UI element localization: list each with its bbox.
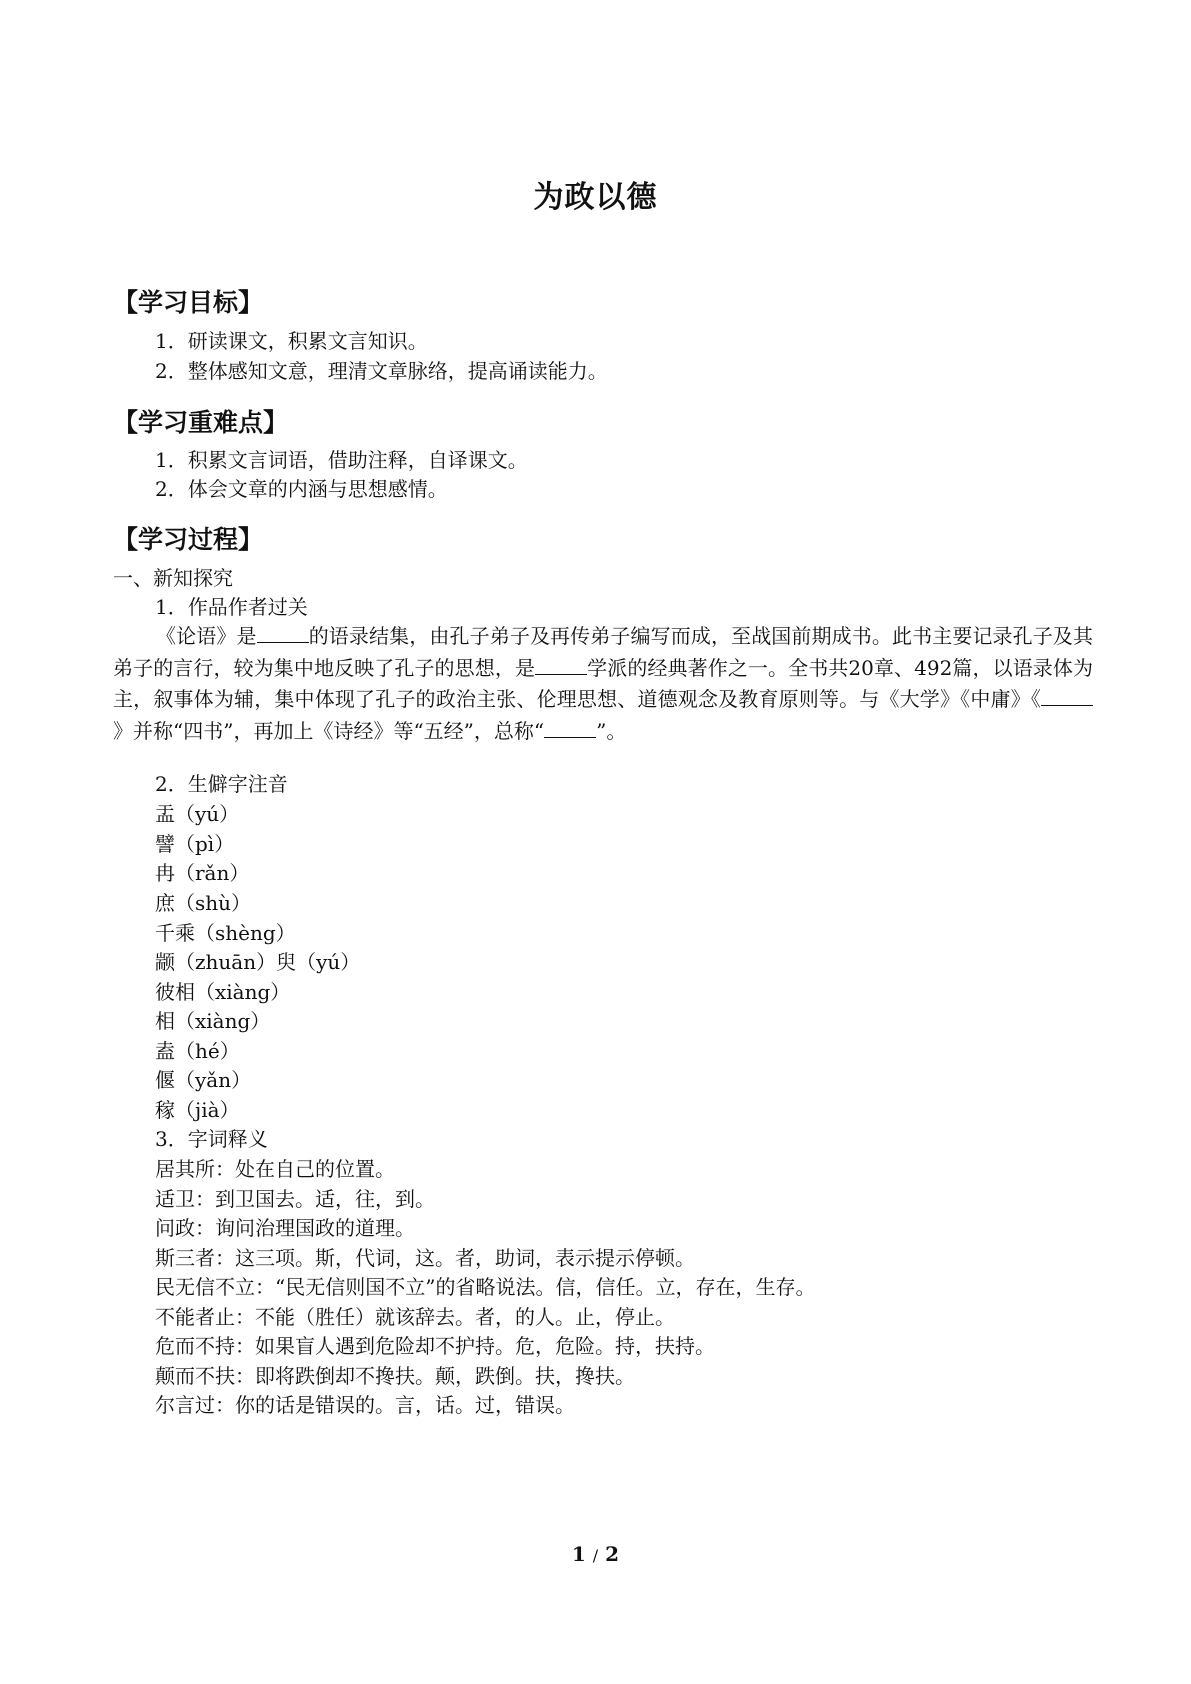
objective-item-2: 2．整体感知文意，理清文章脉络，提高诵读能力。 bbox=[155, 359, 608, 383]
pronunciation-item: 盍（hé） bbox=[155, 1039, 240, 1063]
page-separator: / bbox=[592, 1546, 599, 1565]
fill-blank-3[interactable] bbox=[1041, 687, 1093, 706]
pronunciation-item: 偃（yǎn） bbox=[155, 1068, 252, 1092]
definition-item: 问政：询问治理国政的道理。 bbox=[155, 1216, 415, 1240]
author-paragraph bbox=[113, 621, 1093, 747]
para-segment-2: 的语录结集，由孔子弟子及再传弟子编写而成，至战国前期成书。此书主要记录孔子及其弟子的言行，较为集中地反映了孔子的思想，是 bbox=[113, 624, 1094, 680]
definition-item: 不能者止：不能（胜任）就该辞去。者，的人。止，停止。 bbox=[155, 1305, 675, 1329]
para-segment-5: ”。 bbox=[596, 718, 627, 743]
pronunciation-item: 彼相（xiàng） bbox=[155, 980, 291, 1004]
pronunciation-item: 千乘（shèng） bbox=[155, 921, 296, 945]
objective-item-1: 1．研读课文，积累文言知识。 bbox=[155, 329, 428, 353]
definition-item: 颠而不扶：即将跌倒却不搀扶。颠，跌倒。扶，搀扶。 bbox=[155, 1364, 635, 1388]
para-segment-4: 》并称“四书”，再加上《诗经》等“五经”，总称“ bbox=[113, 718, 545, 743]
definition-item: 适卫：到卫国去。适，往，到。 bbox=[155, 1187, 435, 1211]
pronunciation-item: 稼（jià） bbox=[155, 1098, 240, 1122]
subheading-pronunciation: 2．生僻字注音 bbox=[155, 772, 288, 796]
subheading-definitions: 3．字词释义 bbox=[155, 1127, 268, 1151]
page-title: 为政以德 bbox=[533, 180, 658, 215]
page-current: 1 bbox=[571, 1542, 586, 1566]
page-number bbox=[0, 1542, 1191, 1566]
pronunciation-item: 冉（rǎn） bbox=[155, 861, 250, 885]
fill-blank-4[interactable] bbox=[544, 719, 596, 738]
pronunciation-item: 譬（pì） bbox=[155, 832, 235, 856]
para-segment-3: 学派的经典著作之一。全书共20章、492篇，以语录体为主，叙事体为辅，集中体现了孔子的政治主张、伦理思想、道德观念及教育原则等。与《大学》《中庸》《 bbox=[113, 655, 1094, 711]
heading-process: 【学习过程】 bbox=[113, 525, 264, 554]
heading-key-points: 【学习重难点】 bbox=[113, 408, 289, 437]
part-new-knowledge: 一、新知探究 bbox=[113, 566, 233, 590]
key-point-item-1: 1．积累文言词语，借助注释，自译课文。 bbox=[155, 448, 528, 472]
para-segment-1: 《论语》是 bbox=[156, 624, 257, 648]
fill-blank-2[interactable] bbox=[535, 656, 587, 675]
key-point-item-2: 2．体会文章的内涵与思想感情。 bbox=[155, 477, 448, 501]
definition-item: 斯三者：这三项。斯，代词，这。者，助词，表示提示停顿。 bbox=[155, 1246, 695, 1270]
pronunciation-item: 相（xiàng） bbox=[155, 1009, 271, 1033]
definition-item: 民无信不立：“民无信则国不立”的省略说法。信，信任。立，存在，生存。 bbox=[155, 1275, 816, 1299]
definition-item: 居其所：处在自己的位置。 bbox=[155, 1157, 395, 1181]
pronunciation-item: 庶（shù） bbox=[155, 891, 252, 915]
definition-item: 尔言过：你的话是错误的。言，话。过，错误。 bbox=[155, 1393, 575, 1417]
fill-blank-1[interactable] bbox=[257, 624, 309, 643]
heading-objectives: 【学习目标】 bbox=[113, 288, 264, 317]
subheading-author: 1．作品作者过关 bbox=[155, 595, 308, 619]
definition-item: 危而不持：如果盲人遇到危险却不护持。危，危险。持，扶持。 bbox=[155, 1334, 715, 1358]
page-total: 2 bbox=[605, 1542, 620, 1566]
pronunciation-item: 盂（yú） bbox=[155, 802, 240, 826]
pronunciation-item: 颛（zhuān）臾（yú） bbox=[155, 950, 361, 974]
